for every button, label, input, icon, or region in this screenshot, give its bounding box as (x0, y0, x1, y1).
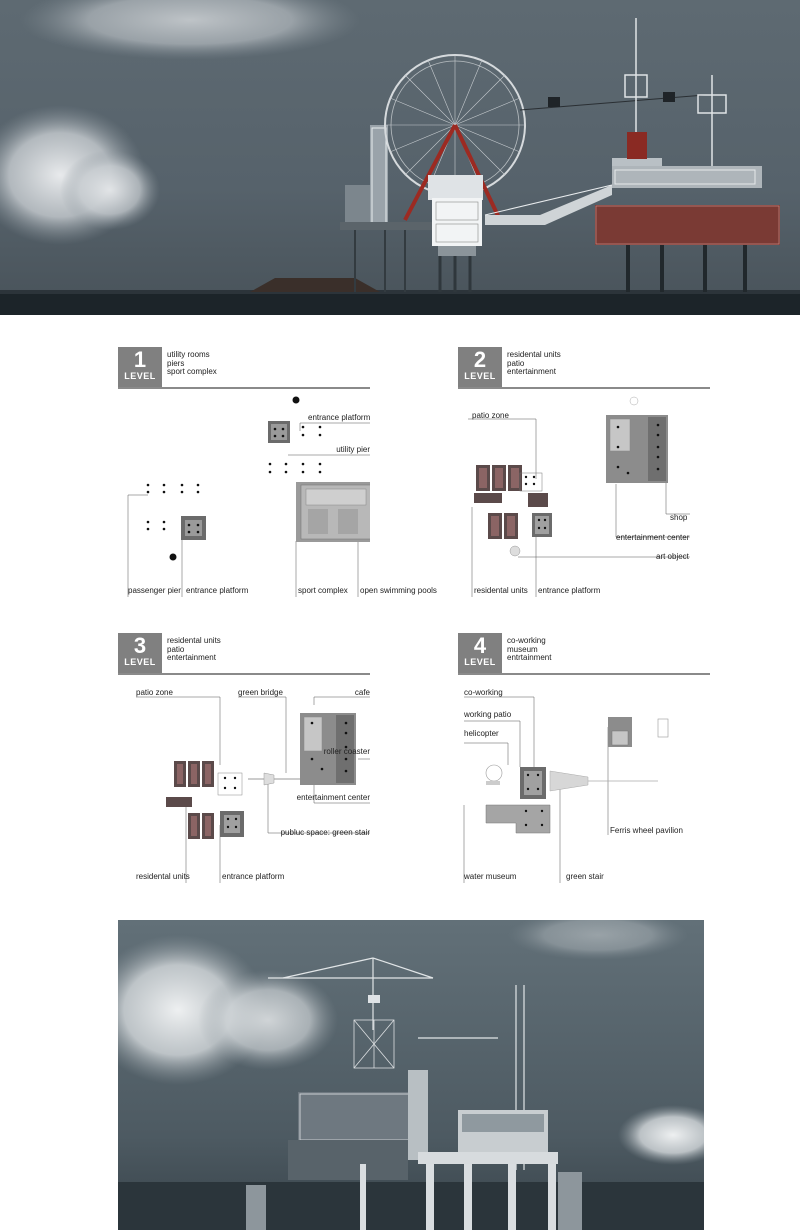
label-open-swimming-pools: open swimming pools (360, 586, 437, 595)
level-2-panel (458, 347, 710, 597)
desc-line: sport complex (167, 367, 217, 376)
label-green-stair: green stair (566, 872, 604, 881)
desc-line: entertainment (167, 653, 216, 662)
label-helicopter: helicopter (464, 729, 499, 738)
label-entertainment-center: entertainment center (616, 533, 690, 542)
level-header (458, 633, 710, 675)
level-word: LEVEL (464, 371, 496, 381)
level-3-plan (118, 675, 370, 883)
desc-line: museum (507, 644, 538, 654)
label-entrance-platform: entrance platform (222, 872, 285, 881)
desc-line: piers (167, 358, 185, 368)
level-1-panel (118, 347, 437, 597)
level-3-panel (118, 633, 370, 883)
label-entrance-platform: entrance platform (186, 586, 249, 595)
desc-line: utility rooms (167, 350, 210, 359)
label-roller-coaster: roller coaster (323, 747, 370, 756)
label-patio-zone: patio zone (472, 411, 509, 420)
desc-line: patio (507, 358, 525, 368)
top-elevation-render (0, 0, 800, 315)
label-sport-complex: sport complex (298, 586, 348, 595)
level-description (167, 351, 217, 377)
label-passenger-pier: passenger pier (128, 586, 181, 595)
level-header (458, 347, 710, 389)
level-badge (118, 633, 162, 673)
desc-line: residental units (167, 636, 221, 645)
label-public-space: publuc space: green stair (280, 828, 370, 837)
desc-line: patio (167, 644, 185, 654)
level-badge (118, 347, 162, 387)
label-entrance-platform: entrance platform (538, 586, 601, 595)
label-green-bridge: green bridge (238, 688, 283, 697)
desc-line: residental units (507, 350, 561, 359)
label-shop: shop (670, 513, 688, 522)
level-word: LEVEL (124, 657, 156, 667)
desc-line: co-working (507, 636, 546, 645)
label-residental-units: residental units (474, 586, 528, 595)
level-4-plan (458, 675, 710, 883)
level-description (167, 637, 221, 663)
level-header (118, 347, 370, 389)
label-art-object: art object (656, 552, 689, 561)
level-number: 2 (473, 347, 487, 372)
level-header (118, 633, 370, 675)
level-word: LEVEL (464, 657, 496, 667)
level-4-panel (458, 633, 710, 883)
level-description (507, 637, 551, 663)
desc-line: entertainment (507, 367, 556, 376)
level-number: 3 (133, 633, 147, 658)
level-badge (458, 633, 502, 673)
level-number: 4 (473, 633, 487, 658)
level-description (507, 351, 561, 377)
label-ferris-wheel-pavilion: Ferris wheel pavilion (610, 826, 683, 835)
desc-line: entrtainment (507, 653, 552, 662)
label-water-museum: water museum (464, 872, 517, 881)
level-word: LEVEL (124, 371, 156, 381)
label-utility-pier: utility pier (336, 445, 370, 454)
label-entertainment-center: entertainment center (296, 793, 370, 802)
label-cafe: cafe (354, 688, 370, 697)
label-entrance-platform-top: entrance platform (308, 413, 371, 422)
label-working-patio: working patio (464, 710, 512, 719)
level-number: 1 (133, 347, 147, 372)
bottom-elevation-render (118, 920, 704, 1230)
level-badge (458, 347, 502, 387)
label-patio-zone: patio zone (136, 688, 173, 697)
label-co-working: co-working (464, 688, 503, 697)
label-residental-units: residental units (136, 872, 190, 881)
